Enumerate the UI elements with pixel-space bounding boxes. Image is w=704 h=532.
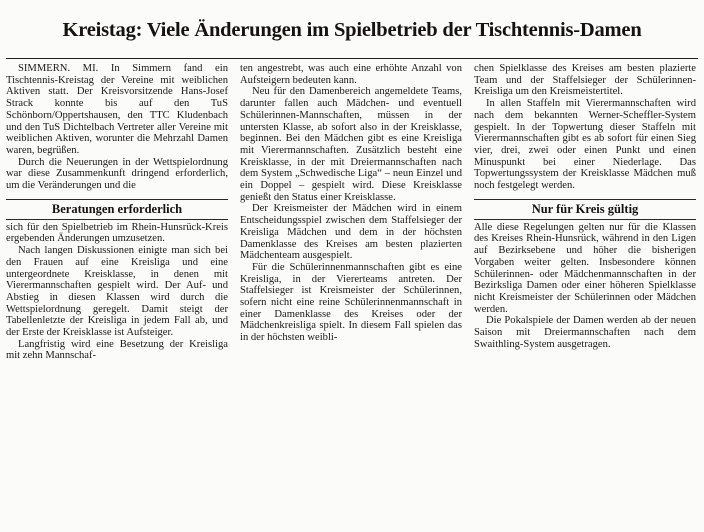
paragraph: ten angestrebt, was auch eine erhöhte Anzahl von Aufsteigern bedeuten kann. <box>240 62 462 86</box>
paragraph: Die Pokalspiele der Damen werden ab der neuen Saison mit Dreiermannschaften nach dem Swaithling-System ausgetragen. <box>474 315 696 350</box>
page-bottom-fade <box>0 518 704 532</box>
column-2 <box>240 63 462 344</box>
paragraph <box>6 63 228 157</box>
column-3 <box>474 63 696 350</box>
paragraph: Neu für den Damenbereich angemeldete Teams, darunter fallen auch Mädchen- und eventuell Schülerinnen-Mannschaften, müssen in der untersten Klasse, ab sofort also in der Kreisklasse, beginnen. Bei den Mädchen gibt es eine Kreisliga mit Vierermannschaften. Zusätzlich besteht eine Kreisklasse, in der mit Dreiermannschaften nach dem System „Schwedische Liga“ – neun Einzel und ein Doppel – gespielt wird. Diese Kreisklasse genießt den Status einer Kreisklasse. <box>240 86 462 203</box>
paragraph: Langfristig wird eine Besetzung der Kreisliga mit zehn Mannschaf- <box>6 338 228 362</box>
dateline: SIMMERN. MI. <box>18 62 99 74</box>
paragraph: Der Kreismeister der Mädchen wird in einem Entscheidungsspiel zwischen dem Staffelsieger der Kreisliga Mädchen und dem in der höchsten Damenklasse des Kreises am besten plazierten Mädchenteam ausgespielt. <box>240 203 462 262</box>
paragraph: Durch die Neuerungen in der Wettspielordnung war diese Zusammenkunft dringend erforderlich, um die Veränderungen und die <box>6 156 228 192</box>
paragraph: Alle diese Regelungen gelten nur für die Klassen des Kreises Rhein-Hunsrück, während in den Ligen auf Bezirksebene und höher die bisherigen Vorgaben weiter gelten. Insbesondere können Schülerinnen- oder Mädchenmannschaften in der Bezirksliga Damen oder einer höheren Spielklasse nicht Kreismeister der Schülerinnen oder Mädchen werden. <box>474 221 696 315</box>
column-1 <box>6 63 228 362</box>
paragraph: sich für den Spielbetrieb im Rhein-Hunsrück-Kreis ergebenden Änderungen umzusetzen. <box>6 221 228 245</box>
article-columns <box>6 63 698 362</box>
paragraph-text: In Simmern fand ein Tischtennis-Kreistag der Vereine mit weiblichen Aktiven statt. Der Kreisvorsitzende Hans-Josef Strack konnte bis auf den TuS Schönborn/Oppertshausen, den TTC Kludenbach und den TuS Dichtelbach Vertreter aller Vereine mit weiblichen Aktiven, worunter die Mehrzahl Damen waren, begrüßen. <box>6 62 228 156</box>
section-subhead: Beratungen erforderlich <box>6 199 228 220</box>
headline-divider <box>6 58 698 59</box>
paragraph: In allen Staffeln mit Vierermannschaften wird nach dem bekannten Werner-Scheffler-System gespielt. In der Topwertung dieser Staffeln mit Vierermannschaften gibt es ab sofort für einen Sieg vier, drei, zwei oder einen Punkt und einen Minuspunkt bei einer Niederlage. Das Topwertungssystem der Kreisklasse Mädchen muß noch festgelegt werden. <box>474 98 696 192</box>
paragraph: Für die Schülerinnenmannschaften gibt es eine Kreisliga, in der Viererteams antreten. Der Staffelsieger ist Kreismeister der Schülerinnen, sofern nicht eine reine Schülerinnenmannschaft in einer Damenklasse des Kreises oder der Mädchenkreisliga spielt. In diesem Fall spielen das in der höchsten weibli- <box>240 261 462 344</box>
paragraph: Nach langen Diskussionen einigte man sich bei den Frauen auf eine Kreisliga und eine untergeordnete Kreisklasse, in denen mit Vierermannschaften gespielt wird. Der Auf- und Abstieg in diesen Klassen wird durch die Wettspielordnung geregelt. Damit steigt der Tabellenletzte der Kreisliga in jedem Fall ab, und der Erste der Kreisklasse ist Aufsteiger. <box>6 245 228 339</box>
section-subhead: Nur für Kreis gültig <box>474 199 696 220</box>
page-title: Kreistag: Viele Änderungen im Spielbetrieb der Tischtennis-Damen <box>62 18 642 41</box>
paragraph: chen Spielklasse des Kreises am besten plazierte Team und der Staffelsieger der Schülerinnen-Kreisliga um den Kreismeistertitel. <box>474 62 696 98</box>
